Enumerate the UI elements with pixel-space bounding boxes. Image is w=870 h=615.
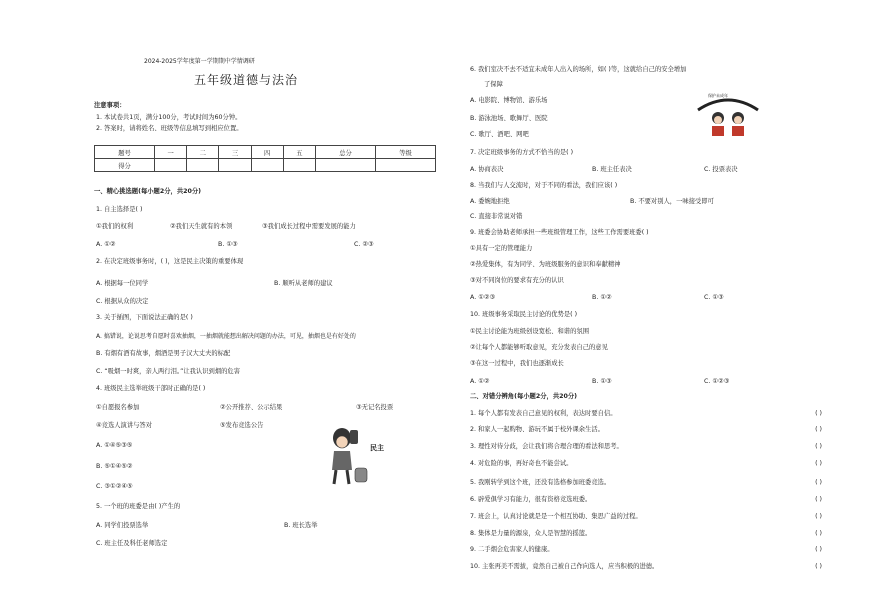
judgement-item: 8. 集体是力量的源泉，众人是智慧的摇篮。 (470, 530, 592, 537)
answer-choice[interactable]: A. ①②③ (470, 294, 496, 301)
answer-choice[interactable]: C. “吸烟一时爽，亲人两行泪。”让我认识到烟的危害 (96, 368, 241, 375)
question-stem: 8. 当我们与人交流时，对于不同的看法，我们应该( ) (470, 182, 618, 189)
table-row (95, 159, 436, 172)
answer-choice[interactable]: B. 游泳池场、歌舞厅、医院 (470, 115, 548, 122)
answer-paren[interactable]: ( ) (815, 460, 822, 467)
option: ①自愿报名参加 (96, 404, 140, 411)
judgement-item: 4. 对危险的事，再好奇也不能尝试。 (470, 460, 573, 467)
question-stem: 9. 班委会协助老师承担一些班级管理工作，这些工作需要班委( ) (470, 229, 649, 236)
table-cell: 题号 (95, 146, 155, 159)
table-cell: 五 (283, 146, 315, 159)
answer-choice[interactable]: B. 顺听从老师的建议 (274, 280, 333, 287)
answer-choice[interactable]: C. 根据从众的决定 (96, 298, 149, 305)
table-row (95, 146, 436, 159)
judgement-item: 10. 主张再美不需拔，竟然自己被自己作向选人，应当积极的进德。 (470, 563, 659, 570)
exam-subtitle: 2024-2025学年度第一学期期中学情调研 (144, 58, 255, 65)
option: ②我们天生就有的本领 (170, 223, 233, 230)
question-stem-cont: 了保障 (484, 81, 503, 88)
option: ①民主讨论能为班级创设宽松、和谐的氛围 (470, 328, 589, 335)
answer-paren[interactable]: ( ) (815, 479, 822, 486)
question-stem: 6. 我们室决不去不适宜未成年人出入的场所，如( )等，这就给自己的安全增加 (470, 66, 687, 73)
answer-choice[interactable]: A. 协商表决 (470, 166, 504, 173)
answer-choice[interactable]: C. 班主任及科任老师选定 (96, 540, 168, 547)
score-table (94, 145, 436, 172)
page-title: 五年级道德与法治 (194, 73, 299, 87)
answer-choice[interactable]: C. 直接非常说对错 (470, 213, 523, 220)
answer-choice[interactable]: A. ①④⑤③⑤ (96, 442, 133, 449)
democracy-illustration (322, 424, 386, 490)
question-stem: 4. 班级民主选举班级干部时正确的是( ) (96, 385, 206, 392)
notice-item: 2. 答案时，请将姓名、班级等信息填写到相应位置。 (96, 125, 243, 132)
answer-choice[interactable]: C. ③①②④⑤ (96, 483, 133, 490)
answer-paren[interactable]: ( ) (815, 410, 822, 417)
answer-choice[interactable]: B. ⑤①④⑤② (96, 463, 133, 470)
option: ③对不同岗位的要求有充分的认识 (470, 277, 564, 284)
question-stem: 2. 在决定班级事务时，( )，这是民主决策的重要体现 (96, 258, 244, 265)
children-icon (694, 90, 762, 142)
answer-choice[interactable]: C. ②③ (354, 241, 374, 248)
judgement-item: 5. 我刚转学到这个班，还没有选格参加班委竞选。 (470, 479, 611, 486)
notice-item: 1. 本试卷共1页，满分100分，考试时间为60分钟。 (96, 114, 242, 121)
judgement-item: 7. 班会上，认真讨论就是是一个相互协助、集思广益的过程。 (470, 513, 642, 520)
option: ③我们成长过程中需要发展的能力 (262, 223, 356, 230)
section1-heading: 一、精心挑选题(每小题2分，共20分) (94, 188, 202, 195)
question-stem: 7. 决定班级事务的方式不恰当的是( ) (470, 149, 574, 156)
answer-paren[interactable]: ( ) (815, 426, 822, 433)
answer-choice[interactable]: A. ①② (96, 241, 116, 248)
option: ⑤发布竞选公告 (220, 422, 264, 429)
score-cell[interactable] (219, 159, 251, 172)
option: ①具有一定的管理能力 (470, 245, 533, 252)
answer-choice[interactable]: B. 不要对别人，一味接受即可 (630, 198, 714, 205)
option: ③在这一过程中，我们也逐渐成长 (470, 360, 564, 367)
figure-label: 保护未成年 (708, 93, 728, 98)
judgement-item: 6. 辟爱俱学习有能力，很有资格竞选班委。 (470, 496, 592, 503)
answer-choice[interactable]: B. 班主任表决 (592, 166, 632, 173)
table-cell: 等级 (375, 146, 435, 159)
option: ④竞选人演讲与答对 (96, 422, 153, 429)
answer-choice[interactable]: C. ①③ (704, 294, 724, 301)
table-cell: 得分 (95, 159, 155, 172)
score-cell[interactable] (375, 159, 435, 172)
answer-choice[interactable]: B. ①③ (218, 241, 238, 248)
score-cell[interactable] (154, 159, 186, 172)
score-cell[interactable] (187, 159, 219, 172)
answer-choice[interactable]: A. 根据每一位同学 (96, 280, 149, 287)
option: ②公开推荐、公示结果 (220, 404, 283, 411)
question-stem: 3. 关于插图，下面说法正确的是( ) (96, 314, 193, 321)
judgement-item: 3. 理性对待分歧，会让我们将合理合理的看法和思考。 (470, 443, 623, 450)
question-stem: 5. 一个班的班委是由( )产生的 (96, 503, 181, 510)
figure-label: 民主 (370, 444, 384, 452)
option: ③无记名投票 (356, 404, 394, 411)
table-cell: 一 (154, 146, 186, 159)
judgement-item: 2. 和家人一起购物、游玩不属于校外课余生活。 (470, 426, 604, 433)
option: ①我们的权利 (96, 223, 134, 230)
answer-choice[interactable]: A. 搞错说，论说思考自愿时喜欢抽烟，一抽烟就能想出解决问题的办法，可见，抽烟也是有好处的 (96, 333, 356, 340)
answer-choice[interactable]: B. 有烟有酒有故事，烟酒是男子汉大丈夫的标配 (96, 350, 231, 357)
answer-paren[interactable]: ( ) (815, 546, 822, 553)
answer-choice[interactable]: C. 投票表决 (704, 166, 738, 173)
answer-choice[interactable]: A. 同学们投票选举 (96, 522, 149, 529)
answer-paren[interactable]: ( ) (815, 530, 822, 537)
answer-choice[interactable]: B. 班长选举 (284, 522, 318, 529)
answer-choice[interactable]: B. ①② (592, 294, 612, 301)
answer-choice[interactable]: C. ①②③ (704, 378, 730, 385)
answer-paren[interactable]: ( ) (815, 496, 822, 503)
score-cell[interactable] (316, 159, 376, 172)
answer-paren[interactable]: ( ) (815, 563, 822, 570)
option: ②热爱集体，有为同学、为班级服务的意识和奉献精神 (470, 261, 621, 268)
table-cell: 四 (251, 146, 283, 159)
answer-choice[interactable]: C. 歌厅、酒吧、网吧 (470, 131, 529, 138)
score-cell[interactable] (251, 159, 283, 172)
option: ②让每个人都能够听取意见，充分发表自己的意见 (470, 344, 608, 351)
answer-choice[interactable]: A. 委婉地拒绝 (470, 198, 510, 205)
table-cell: 三 (219, 146, 251, 159)
section2-heading: 二、对错分辨角(每小题2分，共20分) (470, 393, 578, 400)
table-cell: 总分 (316, 146, 376, 159)
answer-paren[interactable]: ( ) (815, 443, 822, 450)
judgement-item: 1. 每个人都有发表自己意见的权利，表达时要自信。 (470, 410, 617, 417)
question-stem: 10. 班级事务采取民主讨论的优势是( ) (470, 311, 578, 318)
notice-heading: 注意事项： (94, 102, 126, 109)
judgement-item: 9. 二手烟会危害家人的健康。 (470, 546, 554, 553)
score-cell[interactable] (283, 159, 315, 172)
answer-choice[interactable]: A. ①② (470, 378, 490, 385)
answer-choice[interactable]: A. 电影院、博物馆、游乐场 (470, 97, 548, 104)
answer-choice[interactable]: B. ①③ (592, 378, 612, 385)
table-cell: 二 (187, 146, 219, 159)
question-stem: 1. 自主选择是( ) (96, 206, 143, 213)
answer-paren[interactable]: ( ) (815, 513, 822, 520)
protection-illustration (694, 90, 762, 142)
person-icon (322, 424, 386, 490)
